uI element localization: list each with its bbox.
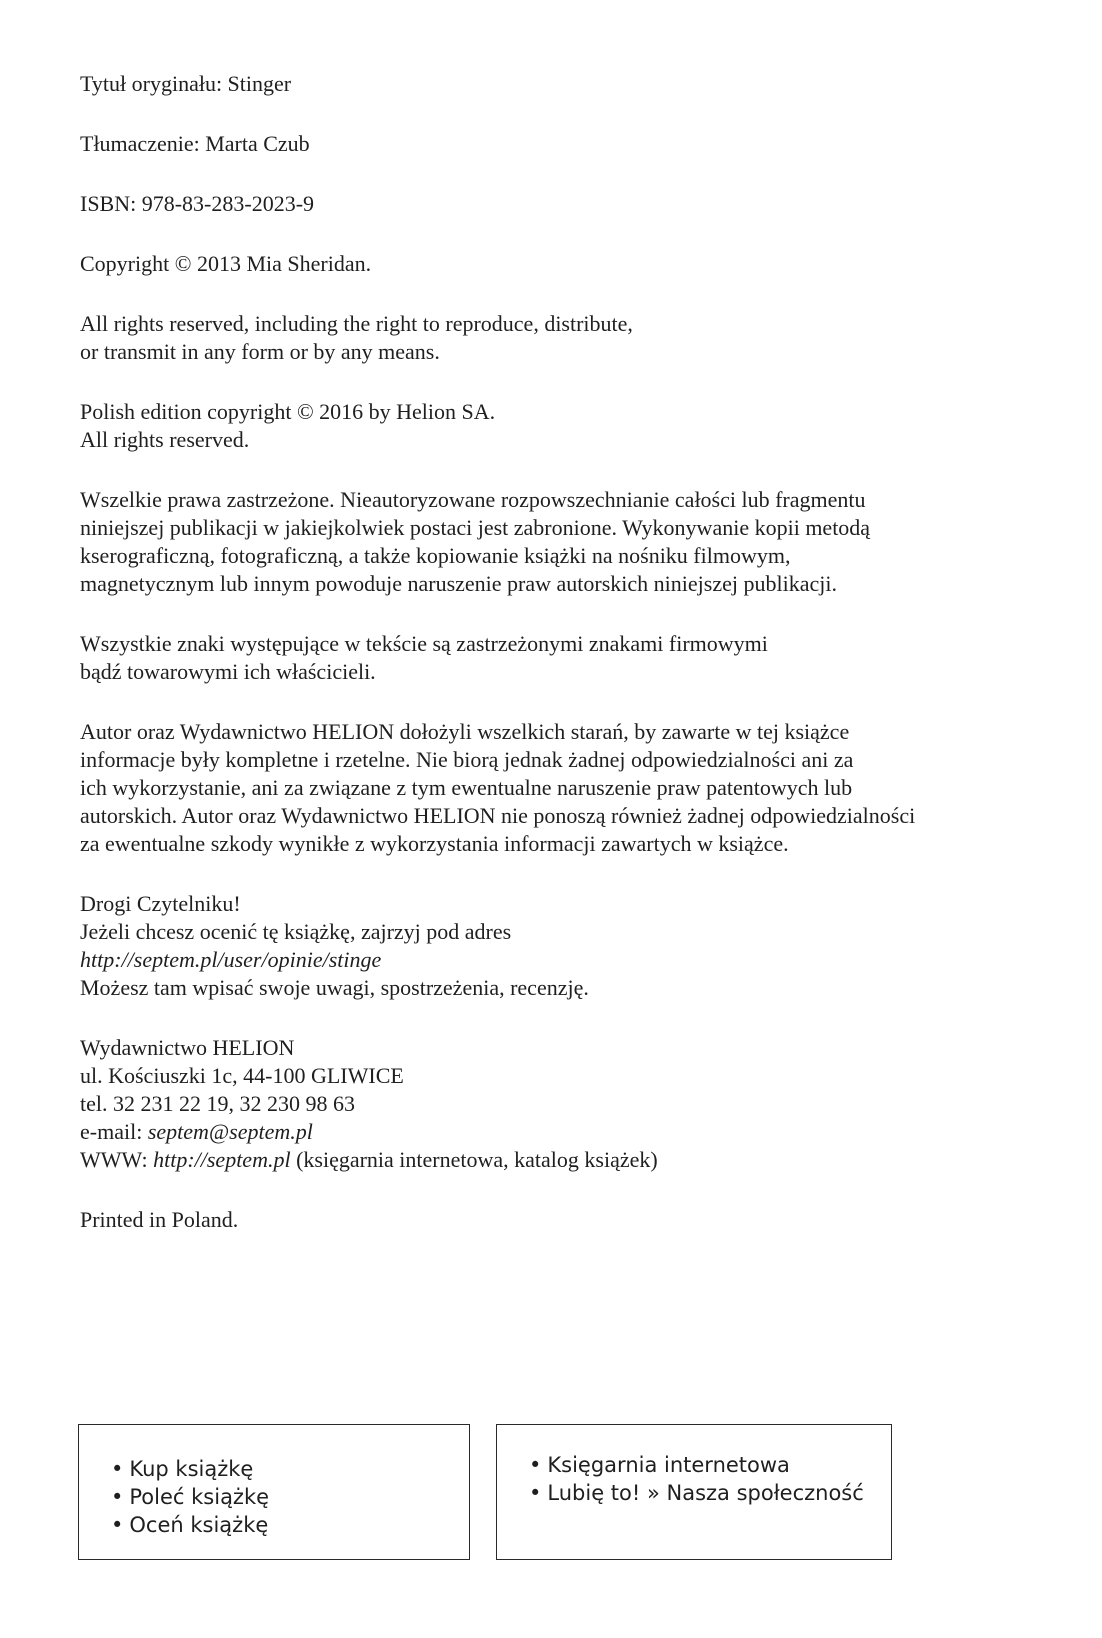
recommend-book-link[interactable]: [111, 1483, 269, 1511]
rights-line: All rights reserved, including the right to reproduce, distribute,: [80, 311, 633, 336]
legal-line: autorskich. Autor oraz Wydawnictwo HELION nie ponoszą również żadnej odpowiedzialności: [80, 803, 916, 828]
polish-edition-line: All rights reserved.: [80, 427, 250, 452]
community-link[interactable]: [529, 1479, 864, 1507]
legal-line: Wszystkie znaki występujące w tekście są zastrzeżonymi znakami firmowymi: [80, 631, 768, 656]
community-box: [496, 1424, 892, 1560]
www-label: WWW:: [80, 1147, 154, 1172]
copyright-page: [80, 70, 1040, 1266]
email-link[interactable]: septem@septem.pl: [147, 1119, 313, 1144]
review-link[interactable]: http://septem.pl/user/opinie/stinge: [80, 947, 382, 972]
legal-line: ich wykorzystanie, ani za związane z tym ewentualne naruszenie praw patentowych lub: [80, 775, 853, 800]
online-bookstore-label: Księgarnia internetowa: [547, 1453, 790, 1477]
legal-line: kserograficzną, fotograficzną, a także kopiowanie książki na nośniku filmowym,: [80, 543, 791, 568]
www-note: (księgarnia internetowa, katalog książek): [290, 1147, 658, 1172]
legal-line: Wszelkie prawa zastrzeżone. Nieautoryzowane rozpowszechnianie całości lub fragmentu: [80, 487, 866, 512]
printed-in: Printed in Poland.: [80, 1207, 239, 1232]
www-link[interactable]: http://septem.pl: [153, 1147, 291, 1172]
legal-line: magnetycznym lub innym powoduje naruszenie praw autorskich niniejszej publikacji.: [80, 571, 837, 596]
polish-edition-paragraph: [80, 398, 1040, 454]
publisher-www-line: [80, 1146, 1040, 1174]
legal-line: za ewentualne szkody wynikłe z wykorzystania informacji zawartych w książce.: [80, 831, 789, 856]
legal-line: niniejszej publikacji w jakiejkolwiek postaci jest zabronione. Wykonywanie kopii metodą: [80, 515, 871, 540]
reader-note-line: Możesz tam wpisać swoje uwagi, spostrzeżenia, recenzję.: [80, 975, 589, 1000]
online-bookstore-link[interactable]: [529, 1451, 864, 1479]
reader-note: [80, 890, 1040, 1002]
buy-book-label: Kup książkę: [129, 1457, 254, 1481]
rights-paragraph: [80, 310, 1040, 366]
publisher-address: ul. Kościuszki 1c, 44-100 GLIWICE: [80, 1063, 404, 1088]
rights-line: or transmit in any form or by any means.: [80, 339, 440, 364]
bullet: •: [111, 1457, 124, 1481]
recommend-book-label: Poleć książkę: [129, 1485, 270, 1509]
link-boxes: [78, 1424, 894, 1562]
publisher-email-line: [80, 1118, 1040, 1146]
original-title: Tytuł oryginału: Stinger: [80, 71, 292, 96]
community-label: Lubię to! » Nasza społeczność: [547, 1481, 864, 1505]
legal-line: bądź towarowymi ich właścicieli.: [80, 659, 376, 684]
translator: Tłumaczenie: Marta Czub: [80, 131, 310, 156]
publisher-name: Wydawnictwo HELION: [80, 1035, 295, 1060]
legal-paragraph-liability: [80, 718, 1040, 858]
legal-paragraph-rights: [80, 486, 1040, 598]
bullet: •: [529, 1453, 542, 1477]
book-actions-list: [111, 1455, 269, 1539]
book-actions-box: [78, 1424, 470, 1560]
rate-book-label: Oceń książkę: [129, 1513, 269, 1537]
bullet: •: [529, 1481, 542, 1505]
copyright-line: Copyright © 2013 Mia Sheridan.: [80, 251, 372, 276]
legal-paragraph-trademarks: [80, 630, 1040, 686]
polish-edition-line: Polish edition copyright © 2016 by Helion SA.: [80, 399, 496, 424]
isbn: ISBN: 978-83-283-2023-9: [80, 191, 315, 216]
bullet: •: [111, 1485, 124, 1509]
publisher-info: [80, 1034, 1040, 1174]
bullet: •: [111, 1513, 124, 1537]
email-label: e-mail:: [80, 1119, 148, 1144]
rate-book-link[interactable]: [111, 1511, 269, 1539]
reader-instruction: Jeżeli chcesz ocenić tę książkę, zajrzyj pod adres: [80, 919, 512, 944]
legal-line: informacje były kompletne i rzetelne. Nie biorą jednak żadnej odpowiedzialności ani za: [80, 747, 854, 772]
legal-line: Autor oraz Wydawnictwo HELION dołożyli wszelkich starań, by zawarte w tej książce: [80, 719, 850, 744]
buy-book-link[interactable]: [111, 1455, 269, 1483]
publisher-phone: tel. 32 231 22 19, 32 230 98 63: [80, 1091, 355, 1116]
community-list: [529, 1451, 864, 1507]
reader-greeting: Drogi Czytelniku!: [80, 891, 241, 916]
